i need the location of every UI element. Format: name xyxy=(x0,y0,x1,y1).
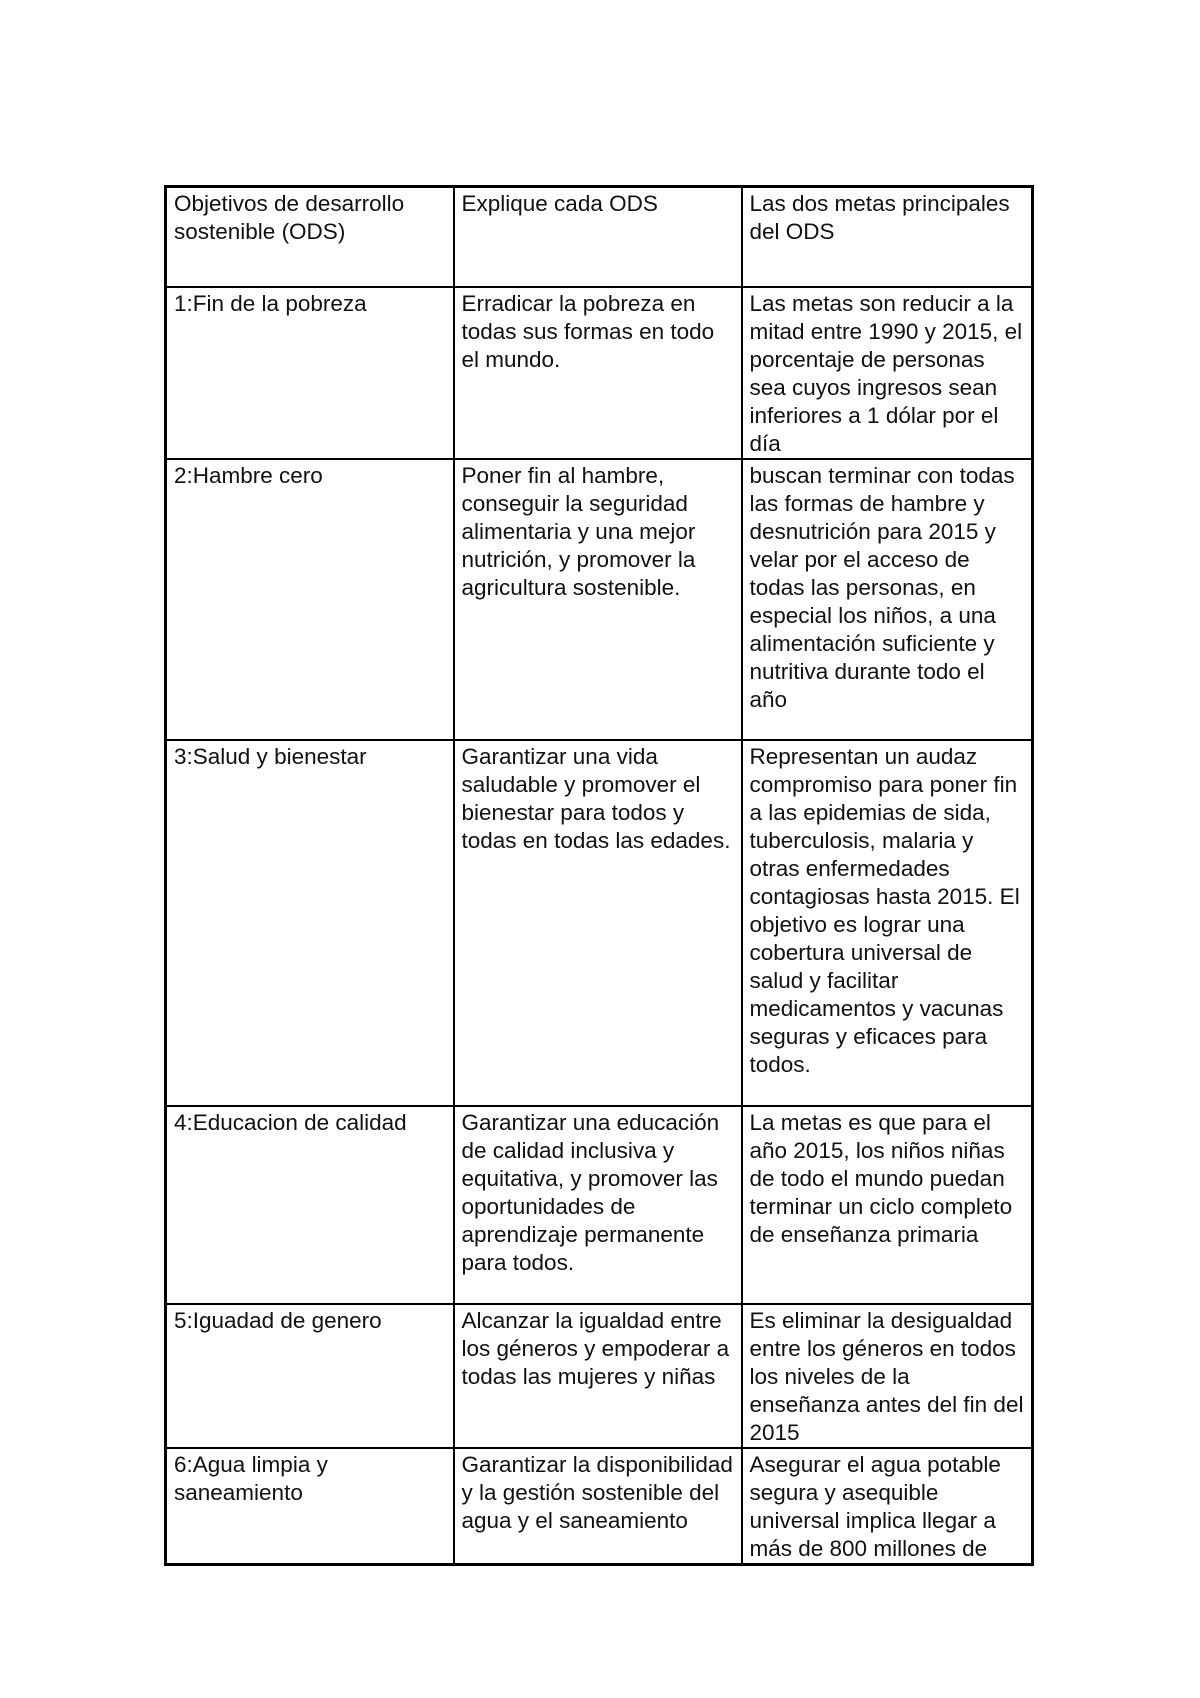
cell-explicacion: Alcanzar la igualdad entre los géneros y empoderar a todas las mujeres y niñas xyxy=(454,1304,742,1448)
cell-explicacion: Erradicar la pobreza en todas sus formas en todo el mundo. xyxy=(454,287,742,459)
ods-table xyxy=(164,185,1034,1566)
cell-objetivo: 1:Fin de la pobreza xyxy=(166,287,454,459)
header-explique: Explique cada ODS xyxy=(454,187,742,287)
cell-explicacion: Garantizar una vida saludable y promover el bienestar para todos y todas en todas las edades. xyxy=(454,740,742,1106)
table-row xyxy=(166,740,1033,1106)
cell-metas: Es eliminar la desigualdad entre los géneros en todos los niveles de la enseñanza antes del fin del 2015 xyxy=(742,1304,1033,1448)
cell-explicacion: Garantizar la disponibilidad y la gestión sostenible del agua y el saneamiento xyxy=(454,1448,742,1565)
cell-metas: La metas es que para el año 2015, los niños niñas de todo el mundo puedan terminar un ciclo completo de enseñanza primaria xyxy=(742,1106,1033,1304)
cell-objetivo: 2:Hambre cero xyxy=(166,459,454,740)
header-metas: Las dos metas principales del ODS xyxy=(742,187,1033,287)
cell-objetivo: 4:Educacion de calidad xyxy=(166,1106,454,1304)
table-row xyxy=(166,1106,1033,1304)
table-header-row xyxy=(166,187,1033,287)
cell-metas: Asegurar el agua potable segura y asequible universal implica llegar a más de 800 millones de xyxy=(742,1448,1033,1565)
cell-objetivo: 5:Iguadad de genero xyxy=(166,1304,454,1448)
cell-objetivo: 3:Salud y bienestar xyxy=(166,740,454,1106)
cell-explicacion: Poner fin al hambre, conseguir la seguridad alimentaria y una mejor nutrición, y promover la agricultura sostenible. xyxy=(454,459,742,740)
cell-metas: Las metas son reducir a la mitad entre 1990 y 2015, el porcentaje de personas sea cuyos ingresos sean inferiores a 1 dólar por el día xyxy=(742,287,1033,459)
cell-metas: buscan terminar con todas las formas de hambre y desnutrición para 2015 y velar por el acceso de todas las personas, en especial los niños, a una alimentación suficiente y nutritiva durante todo el año xyxy=(742,459,1033,740)
cell-explicacion: Garantizar una educación de calidad inclusiva y equitativa, y promover las oportunidades de aprendizaje permanente para todos. xyxy=(454,1106,742,1304)
cell-metas: Representan un audaz compromiso para poner fin a las epidemias de sida, tuberculosis, malaria y otras enfermedades contagiosas hasta 2015. El objetivo es lograr una cobertura universal de salud y facilitar medicamentos y vacunas seguras y eficaces para todos. xyxy=(742,740,1033,1106)
table-row xyxy=(166,287,1033,459)
cell-objetivo: 6:Agua limpia y saneamiento xyxy=(166,1448,454,1565)
table-row xyxy=(166,1304,1033,1448)
table-row xyxy=(166,459,1033,740)
header-objetivos: Objetivos de desarrollo sostenible (ODS) xyxy=(166,187,454,287)
table-row xyxy=(166,1448,1033,1565)
